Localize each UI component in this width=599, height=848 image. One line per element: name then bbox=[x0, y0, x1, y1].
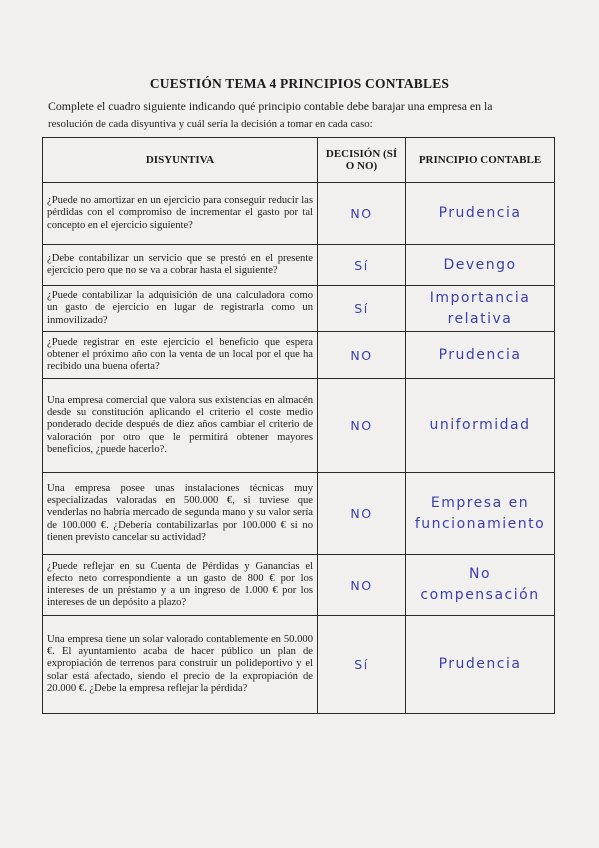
principle-cell bbox=[406, 379, 555, 473]
intro-line-1: Complete el cuadro siguiente indicando qué principio contable debe barajar una empresa en la bbox=[48, 99, 493, 113]
question-cell: ¿Puede contabilizar la adquisición de una calculadora como un gasto de ejercicio en lugar de registrarla como un inmovilizado? bbox=[43, 286, 318, 332]
decision-cell: Sí bbox=[318, 286, 406, 332]
decision-cell: NO bbox=[318, 555, 406, 616]
header-decision: DECISIÓN (SÍ O NO) bbox=[318, 138, 406, 183]
table-row bbox=[43, 286, 555, 332]
table-row bbox=[43, 473, 555, 555]
principle-line-1: No bbox=[468, 566, 492, 582]
decision-cell: Sí bbox=[318, 245, 406, 286]
document-title: CUESTIÓN TEMA 4 PRINCIPIOS CONTABLES bbox=[149, 76, 450, 91]
table-row bbox=[43, 616, 555, 714]
principle-cell bbox=[406, 555, 555, 616]
principle-line-1: Prudencia bbox=[438, 205, 522, 221]
principle-cell bbox=[406, 183, 555, 245]
principle-answer bbox=[430, 288, 531, 330]
question-cell: Una empresa tiene un solar valorado contablemente en 50.000 €. El ayuntamiento acaba de hacer público un plan de expropiación de terrenos para construir un polideportivo y el solar está afectado, siendo el precio de la expropiación de 20.000 €. ¿Debe la empresa reflejar la pérdida? bbox=[43, 616, 318, 714]
principle-cell bbox=[406, 286, 555, 332]
intro-text bbox=[48, 97, 554, 133]
question-cell: Una empresa posee unas instalaciones técnicas muy especializadas valoradas en 500.000 €, si tuviese que venderlas no habría mercado de segunda mano y su valor sería de 100.000 €. ¿Debería contabilizarlas por 100.000 € si no tienen previsto cancelar su actividad? bbox=[43, 473, 318, 555]
principle-cell bbox=[406, 616, 555, 714]
decision-cell: Sí bbox=[318, 616, 406, 714]
principle-answer bbox=[439, 654, 522, 675]
principle-cell bbox=[406, 245, 555, 286]
question-cell: Una empresa comercial que valora sus existencias en almacén desde su constitución aplicando el criterio el coste medio ponderado decide después de diez años cambiar el criterio de valoración por otro que le permitirá obtener mayores beneficios, ¿puede hacerlo?. bbox=[43, 379, 318, 473]
question-cell: ¿Puede registrar en este ejercicio el beneficio que espera obtener el próximo año con la venta de un local por el que ha recibido una buena oferta? bbox=[43, 332, 318, 379]
intro-line-2: resolución de cada disyuntiva y cuál sería la decisión a tomar en cada caso: bbox=[48, 118, 373, 130]
principle-line-2: compensación bbox=[420, 587, 540, 603]
table-row bbox=[43, 332, 555, 379]
decision-cell: NO bbox=[318, 473, 406, 555]
principle-cell bbox=[406, 332, 555, 379]
question-cell: ¿Puede reflejar en su Cuenta de Pérdidas y Ganancias el efecto neto correspondiente a un gasto de 800 € por los intereses de un préstamo y a un ingreso de 1.000 € por los intereses de un depósito a plazo? bbox=[43, 555, 318, 616]
principles-table bbox=[42, 137, 555, 714]
decision-cell: NO bbox=[318, 379, 406, 473]
question-cell: ¿Puede no amortizar en un ejercicio para conseguir reducir las pérdidas con el compromiso de incrementar el gasto por tal concepto en el ejercicio siguiente? bbox=[43, 183, 318, 245]
principle-line-1: Prudencia bbox=[438, 656, 522, 672]
principle-answer bbox=[443, 255, 516, 276]
decision-cell: NO bbox=[318, 332, 406, 379]
principle-cell bbox=[406, 473, 555, 555]
principle-answer bbox=[420, 564, 539, 606]
question-cell: ¿Debe contabilizar un servicio que se prestó en el presente ejercicio pero que no se va a cobrar hasta el siguiente? bbox=[43, 245, 318, 286]
principle-answer bbox=[415, 493, 545, 535]
principle-line-1: Devengo bbox=[443, 256, 517, 273]
table-row bbox=[43, 183, 555, 245]
principle-line-1: uniformidad bbox=[429, 417, 531, 433]
principle-line-1: Prudencia bbox=[438, 346, 522, 363]
table-row bbox=[43, 379, 555, 473]
table-row bbox=[43, 245, 555, 286]
principle-line-1: Empresa en bbox=[430, 494, 530, 511]
principle-line-2: relativa bbox=[447, 310, 513, 327]
table-header-row bbox=[43, 138, 555, 183]
header-disyuntiva: DISYUNTIVA bbox=[43, 138, 318, 183]
principle-line-1: Importancia bbox=[429, 289, 531, 306]
header-principio: PRINCIPIO CONTABLE bbox=[406, 138, 555, 183]
principle-answer bbox=[439, 345, 522, 366]
table-row bbox=[43, 555, 555, 616]
principle-answer bbox=[429, 415, 530, 436]
decision-cell: NO bbox=[318, 183, 406, 245]
principle-answer bbox=[439, 203, 522, 224]
principle-line-2: funcionamiento bbox=[414, 515, 546, 532]
